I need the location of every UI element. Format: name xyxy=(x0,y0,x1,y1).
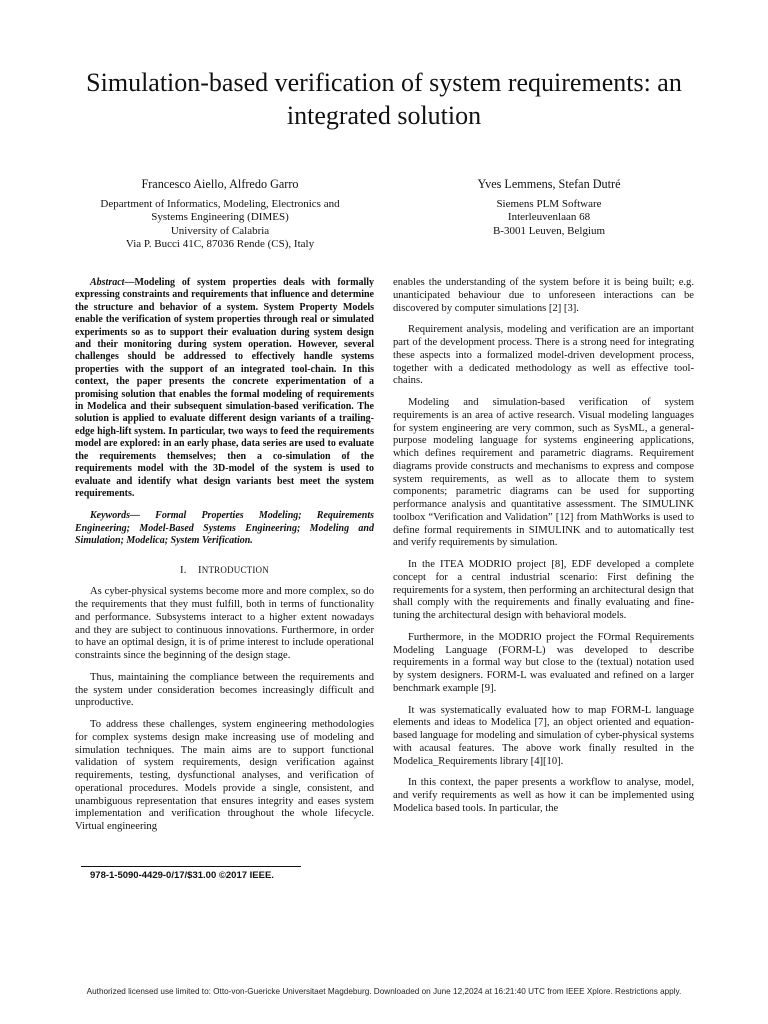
license-footer: Authorized licensed use limited to: Otto-von-Guericke Universitaet Magdeburg. Downloaded on June 12,2024 at 16:21:40 UTC from IEEE Xplore. Restrictions apply. xyxy=(86,987,682,996)
keywords-text: Formal Properties Modeling; Requirements Engineering; Model-Based Systems Engineering; Modeling and Simulation; Modelica; System Verification. xyxy=(75,510,374,547)
affiliation-line: Interleuvenlaan 68 xyxy=(507,211,591,224)
affiliation-line: Department of Informatics, Modeling, Electronics and xyxy=(100,197,340,210)
section-title-first-letter: I xyxy=(198,564,202,576)
body-paragraph: Modeling and simulation-based verification of system requirements is an area of active research. Visual modeling languages for system engineering are very common, such as SysML, a general-purpose modeling language for systems engineering applications, which defines requirement and parametric diagrams. Requirement diagrams provide constructs and mechanisms to express and compose system requirements, as well as to allocate them to system components; parametric diagrams can be used for supporting performance analysis and quantitative assessment. The SIMULINK toolbox “Verification and Validation” [12] from MathWorks is used to define formal requirements in SIMULINK and to automatically test and verify requirements by simulation. xyxy=(393,397,694,549)
keywords-lead: Keywords— xyxy=(90,510,140,522)
paper-title: Simulation-based verification of system requirements: an integrated solution xyxy=(86,68,682,130)
left-column xyxy=(75,277,374,843)
section-number: I. xyxy=(180,564,187,576)
section-heading-introduction xyxy=(75,564,374,578)
affiliation-line: University of Calabria xyxy=(170,224,270,237)
affiliation-line: B-3001 Leuven, Belgium xyxy=(492,224,606,237)
body-paragraph: Thus, maintaining the compliance between the requirements and the system under consideration becomes increasingly difficult and unproductive. xyxy=(75,671,374,709)
abstract xyxy=(75,277,374,500)
section-title-rest: NTRODUCTION xyxy=(201,564,269,575)
author-names-right: Yves Lemmens, Stefan Dutré xyxy=(477,177,621,191)
affiliation-line: Siemens PLM Software xyxy=(496,197,602,210)
body-paragraph: Requirement analysis, modeling and verification are an important part of the development process. There is a strong need for integrating these aspects into a formalized model-driven development process, together with a dedicated methodology as well as effective tool-chains. xyxy=(393,324,694,387)
copyright-divider xyxy=(81,866,301,867)
body-paragraph: enables the understanding of the system before it is being built; e.g. unanticipated behaviour due to unforeseen interactions can be discovered by computer simulations [2] [3]. xyxy=(393,277,694,314)
body-paragraph: In the ITEA MODRIO project [8], EDF developed a complete concept for a central industrial scenario: First defining the requirements for a system, then performing an architectural design that shall comply with the requirements and finally evaluating and fine-tuning the architectural design with behavioral models. xyxy=(393,559,694,621)
affiliation-line: Systems Engineering (DIMES) xyxy=(151,211,289,224)
body-paragraph: As cyber-physical systems become more and more complex, so do the requirements that they must fulfill, both in terms of functionality and performance. Subsystems interact to a higher extent nowadays and they are subject to continuous innovations. Furthermore, in order to have an optimal design, it is of prime interest to include operational constraints since the beginning of the design stage. xyxy=(75,586,374,662)
author-names-left: Francesco Aiello, Alfredo Garro xyxy=(141,177,299,191)
author-block-right xyxy=(434,178,664,238)
body-paragraph: To address these challenges, system engineering methodologies for complex systems design make increasing use of modeling and simulation techniques. The main aims are to support functional validation of system requirements, design verification against requirements, testing, dysfunctional analyses, and verification of operational procedures. Models provide a single, consistent, and unambiguous representation that ensures integrity and eases system implementation and verification throughout the whole lifecycle. Virtual engineering xyxy=(75,719,374,833)
abstract-lead: Abstract xyxy=(90,277,125,288)
body-paragraph: In this context, the paper presents a workflow to analyse, model, and verify requirements as well as how it can be implemented using Modelica based tools. In particular, the xyxy=(393,777,694,814)
copyright-notice: 978-1-5090-4429-0/17/$31.00 ©2017 IEEE. xyxy=(90,870,274,881)
right-column xyxy=(393,277,694,825)
body-paragraph: Furthermore, in the MODRIO project the FOrmal Requirements Modeling Language (FORM-L) was developed to describe requirements in a formal way but close to the (textual) notation used by system designers. FORM-L was evaluated and refined on a larger benchmark example [9]. xyxy=(393,631,694,694)
affiliation-line: Via P. Bucci 41C, 87036 Rende (CS), Italy xyxy=(125,238,315,251)
abstract-text: —Modeling of system properties deals with formally expressing constraints and requirements that influence and determine the structure and behavior of a system. System Property Models enable the verification of system properties through real or simulated experiments so as to support their evaluation during system design and their monitoring during system operation. However, several challenges should be addressed to effectively handle systems properties with the support of an integrated tool-chain. In this context, the paper presents the concrete experimentation of a promising solution that enables the formal modeling of requirements in Modelica and their subsequent simulation-based verification. The solution is applied to evaluate different design variants of a trailing-edge high-lift system. In particular, two ways to feed the requirements model are explored: in an early phase, data series are used to evaluate the requirements themselves; then a co-simulation of the requirements model with the 3D-model of the system is used to evaluate and identify what design variants best meet the system requirements. xyxy=(75,277,374,499)
keywords xyxy=(75,510,374,547)
author-block-left xyxy=(84,178,356,252)
body-paragraph: It was systematically evaluated how to map FORM-L language elements and ideas to Modelica [7], an object oriented and equation-based language for modeling and simulation of cyber-physical systems with acausal features. The above work finally resulted in the Modelica_Requirements library [4][10]. xyxy=(393,704,694,767)
